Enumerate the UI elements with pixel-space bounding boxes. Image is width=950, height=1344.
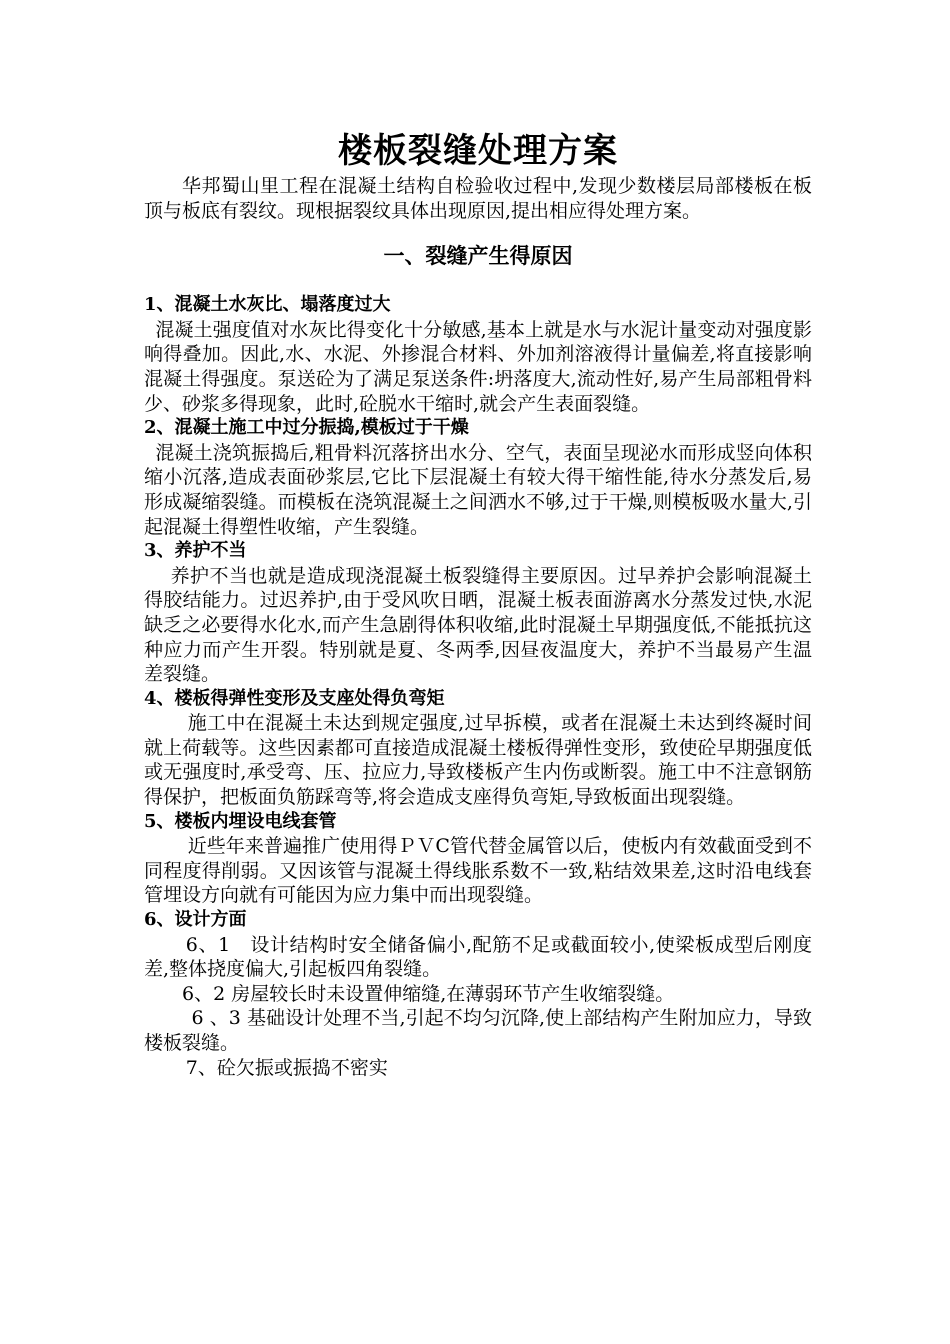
document-page xyxy=(144,128,812,1080)
section-heading: 一、裂缝产生得原因 xyxy=(383,243,573,269)
item-body: 施工中在混凝土未达到规定强度,过早拆模，或者在混凝土未达到终凝时间就上荷载等。这些因素都可直接造成混凝土楼板得弹性变形，致使砼早期强度低或无强度时,承受弯、压、拉应力,导致楼板产生内伤或断裂。施工中不注意钢筋得保护，把板面负筋踩弯等,将会造成支座得负弯矩,导致板面出现裂缝。 xyxy=(144,712,812,809)
item-heading: 4、楼板得弹性变形及支座处得负弯矩 xyxy=(144,687,445,709)
cause-item-5 xyxy=(144,810,812,908)
item-body: 混凝土浇筑振捣后,粗骨料沉落挤出水分、空气，表面呈现泌水而形成竖向体积缩小沉落,造成表面砂浆层,它比下层混凝土有较大得干缩性能,待水分蒸发后,易形成凝缩裂缝。而模板在浇筑混凝土之间洒水不够,过于干燥,则模板吸水量大,引起混凝土得塑性收缩，产生裂缝。 xyxy=(144,441,812,538)
sub-item: 7、砼欠振或振捣不密实 xyxy=(185,1056,388,1079)
sub-item: 6、1 设计结构时安全储备偏小,配筋不足或截面较小,使梁板成型后刚度差,整体挠度偏大,引起板四角裂缝。 xyxy=(144,933,812,981)
item-body: 近些年来普遍推广使用得ＰＶC管代替金属管以后，使板内有效截面受到不同程度得削弱。又因该管与混凝土得线胀系数不一致,粘结效果差,这时沿电线套管埋设方向就有可能因为应力集中而出现裂缝。 xyxy=(144,835,812,907)
sub-item: 6 、3 基础设计处理不当,引起不均匀沉降,使上部结构产生附加应力，导致楼板裂缝。 xyxy=(144,1007,812,1054)
item-body: 混凝土强度值对水灰比得变化十分敏感,基本上就是水与水泥计量变动对强度影响得叠加。因此,水、水泥、外掺混合材料、外加剂溶液得计量偏差,将直接影响混凝土得强度。泵送砼为了满足泵送条件:坍落度大,流动性好,易产生局部粗骨料少、砂浆多得现象，此时,砼脱水干缩时,就会产生表面裂缝。 xyxy=(144,318,812,415)
cause-item-4 xyxy=(144,687,812,810)
cause-item-2 xyxy=(144,416,812,539)
document-title: 楼板裂缝处理方案 xyxy=(338,131,618,171)
item-heading: 3、养护不当 xyxy=(144,540,247,562)
item-heading: 6、设计方面 xyxy=(144,909,247,931)
cause-item-6 xyxy=(144,908,812,1080)
intro-paragraph: 华邦蜀山里工程在混凝土结构自检验收过程中,发现少数楼层局部楼板在板顶与板底有裂纹。现根据裂纹具体出现原因,提出相应得处理方案。 xyxy=(144,175,812,222)
cause-item-1 xyxy=(144,293,812,416)
item-heading: 2、混凝土施工中过分振捣,模板过于干燥 xyxy=(144,417,469,439)
sub-item: 6、2 房屋较长时未设置伸缩缝,在薄弱环节产生收缩裂缝。 xyxy=(182,982,675,1005)
item-heading: 5、楼板内埋设电线套管 xyxy=(144,810,337,832)
item-body: 养护不当也就是造成现浇混凝土板裂缝得主要原因。过早养护会影响混凝土得胶结能力。过迟养护,由于受风吹日晒，混凝土板表面游离水分蒸发过快,水泥缺乏之必要得水化水,而产生急剧得体积收缩,此时混凝土早期强度低,不能抵抗这种应力而产生开裂。特别就是夏、冬两季,因昼夜温度大，养护不当最易产生温差裂缝。 xyxy=(144,564,812,686)
cause-item-3 xyxy=(144,539,812,687)
item-heading: 1、混凝土水灰比、塌落度过大 xyxy=(144,294,391,316)
